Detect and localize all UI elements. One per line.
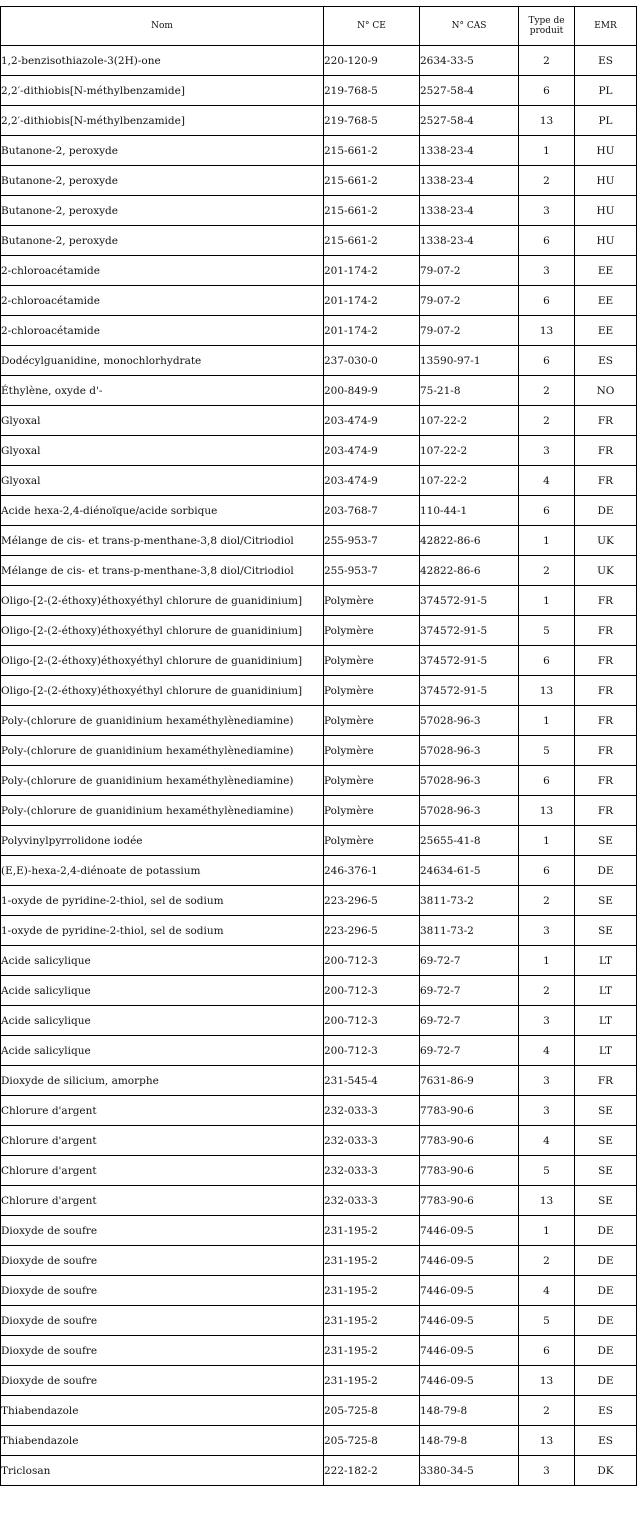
cell-ce: 231-195-2 — [324, 1306, 420, 1336]
cell-type-produit: 3 — [519, 916, 575, 946]
table-row — [1, 286, 637, 316]
cell-type-produit: 1 — [519, 526, 575, 556]
cell-emr: HU — [575, 166, 637, 196]
cell-type-produit: 2 — [519, 376, 575, 406]
cell-ce: 215-661-2 — [324, 226, 420, 256]
header-row — [1, 7, 637, 46]
cell-type-produit: 6 — [519, 226, 575, 256]
cell-emr: SE — [575, 886, 637, 916]
cell-type-produit: 4 — [519, 1036, 575, 1066]
table-row — [1, 1336, 637, 1366]
cell-nom: Poly-(chlorure de guanidinium hexaméthylènediamine) — [1, 736, 324, 766]
table-row — [1, 946, 637, 976]
cell-type-produit: 3 — [519, 256, 575, 286]
cell-ce: 203-474-9 — [324, 436, 420, 466]
table-row — [1, 976, 637, 1006]
table-row — [1, 856, 637, 886]
cell-cas: 79-07-2 — [420, 316, 519, 346]
cell-ce: 215-661-2 — [324, 196, 420, 226]
cell-emr: SE — [575, 1186, 637, 1216]
cell-type-produit: 3 — [519, 1096, 575, 1126]
cell-cas: 107-22-2 — [420, 466, 519, 496]
cell-ce: 205-725-8 — [324, 1426, 420, 1456]
cell-nom: Acide salicylique — [1, 1036, 324, 1066]
cell-emr: SE — [575, 916, 637, 946]
substances-table — [0, 6, 637, 1486]
cell-nom: 2,2′-dithiobis[N-méthylbenzamide] — [1, 106, 324, 136]
cell-type-produit: 13 — [519, 316, 575, 346]
cell-emr: UK — [575, 526, 637, 556]
cell-ce: 232-033-3 — [324, 1156, 420, 1186]
cell-ce: 231-545-4 — [324, 1066, 420, 1096]
cell-ce: 205-725-8 — [324, 1396, 420, 1426]
cell-cas: 7783-90-6 — [420, 1126, 519, 1156]
cell-nom: Chlorure d'argent — [1, 1186, 324, 1216]
cell-nom: Acide salicylique — [1, 946, 324, 976]
cell-emr: FR — [575, 706, 637, 736]
table-row — [1, 406, 637, 436]
cell-cas: 2527-58-4 — [420, 106, 519, 136]
cell-nom: Chlorure d'argent — [1, 1156, 324, 1186]
cell-nom: Dioxyde de soufre — [1, 1276, 324, 1306]
cell-nom: Dioxyde de soufre — [1, 1336, 324, 1366]
cell-type-produit: 13 — [519, 1426, 575, 1456]
cell-type-produit: 5 — [519, 1306, 575, 1336]
table-row — [1, 196, 637, 226]
cell-ce: 231-195-2 — [324, 1246, 420, 1276]
cell-cas: 69-72-7 — [420, 1036, 519, 1066]
cell-nom: Mélange de cis- et trans-p-menthane-3,8 diol/Citriodiol — [1, 556, 324, 586]
cell-cas: 57028-96-3 — [420, 796, 519, 826]
cell-emr: EE — [575, 286, 637, 316]
cell-nom: Dioxyde de soufre — [1, 1306, 324, 1336]
cell-type-produit: 2 — [519, 406, 575, 436]
table-row — [1, 1276, 637, 1306]
cell-cas: 7631-86-9 — [420, 1066, 519, 1096]
cell-ce: 231-195-2 — [324, 1216, 420, 1246]
cell-type-produit: 2 — [519, 976, 575, 1006]
table-row — [1, 916, 637, 946]
cell-type-produit: 1 — [519, 826, 575, 856]
cell-emr: FR — [575, 1066, 637, 1096]
cell-ce: 203-474-9 — [324, 466, 420, 496]
cell-emr: FR — [575, 406, 637, 436]
cell-ce: 215-661-2 — [324, 136, 420, 166]
cell-emr: EE — [575, 316, 637, 346]
cell-cas: 7446-09-5 — [420, 1216, 519, 1246]
cell-emr: SE — [575, 1156, 637, 1186]
table-row — [1, 316, 637, 346]
cell-ce: 237-030-0 — [324, 346, 420, 376]
cell-cas: 2527-58-4 — [420, 76, 519, 106]
cell-type-produit: 5 — [519, 616, 575, 646]
table-row — [1, 646, 637, 676]
table-row — [1, 496, 637, 526]
cell-cas: 57028-96-3 — [420, 766, 519, 796]
cell-cas: 7446-09-5 — [420, 1336, 519, 1366]
cell-nom: Glyoxal — [1, 436, 324, 466]
cell-type-produit: 4 — [519, 1276, 575, 1306]
cell-emr: HU — [575, 226, 637, 256]
table-row — [1, 796, 637, 826]
cell-nom: Triclosan — [1, 1456, 324, 1486]
cell-emr: PL — [575, 76, 637, 106]
cell-nom: Butanone-2, peroxyde — [1, 226, 324, 256]
cell-cas: 69-72-7 — [420, 976, 519, 1006]
cell-nom: Oligo-[2-(2-éthoxy)éthoxyéthyl chlorure de guanidinium] — [1, 646, 324, 676]
table-row — [1, 1366, 637, 1396]
cell-nom: Éthylène, oxyde d'- — [1, 376, 324, 406]
cell-cas: 374572-91-5 — [420, 676, 519, 706]
cell-nom: Mélange de cis- et trans-p-menthane-3,8 diol/Citriodiol — [1, 526, 324, 556]
cell-type-produit: 4 — [519, 1126, 575, 1156]
cell-nom: Butanone-2, peroxyde — [1, 166, 324, 196]
table-row — [1, 346, 637, 376]
cell-type-produit: 5 — [519, 736, 575, 766]
cell-nom: Acide hexa-2,4-diénoïque/acide sorbique — [1, 496, 324, 526]
cell-type-produit: 1 — [519, 706, 575, 736]
header-ce: N° CE — [324, 7, 420, 46]
cell-type-produit: 1 — [519, 586, 575, 616]
cell-nom: Oligo-[2-(2-éthoxy)éthoxyéthyl chlorure de guanidinium] — [1, 586, 324, 616]
cell-type-produit: 3 — [519, 196, 575, 226]
table-body — [1, 46, 637, 1486]
cell-ce: 232-033-3 — [324, 1096, 420, 1126]
cell-type-produit: 1 — [519, 136, 575, 166]
cell-cas: 148-79-8 — [420, 1396, 519, 1426]
cell-cas: 374572-91-5 — [420, 586, 519, 616]
table-row — [1, 1006, 637, 1036]
cell-nom: Acide salicylique — [1, 976, 324, 1006]
table-row — [1, 376, 637, 406]
cell-type-produit: 6 — [519, 346, 575, 376]
cell-nom: Dioxyde de silicium, amorphe — [1, 1066, 324, 1096]
cell-nom: Glyoxal — [1, 466, 324, 496]
cell-cas: 7783-90-6 — [420, 1156, 519, 1186]
cell-emr: ES — [575, 1396, 637, 1426]
cell-type-produit: 2 — [519, 1246, 575, 1276]
cell-emr: FR — [575, 766, 637, 796]
cell-ce: 215-661-2 — [324, 166, 420, 196]
cell-ce: 219-768-5 — [324, 106, 420, 136]
cell-emr: DE — [575, 1306, 637, 1336]
cell-emr: DE — [575, 1336, 637, 1366]
cell-nom: 1,2-benzisothiazole-3(2H)-one — [1, 46, 324, 76]
table-row — [1, 226, 637, 256]
cell-ce: 231-195-2 — [324, 1366, 420, 1396]
cell-cas: 69-72-7 — [420, 1006, 519, 1036]
table-row — [1, 436, 637, 466]
cell-nom: Thiabendazole — [1, 1396, 324, 1426]
cell-ce: Polymère — [324, 706, 420, 736]
table-row — [1, 136, 637, 166]
cell-cas: 148-79-8 — [420, 1426, 519, 1456]
cell-type-produit: 13 — [519, 796, 575, 826]
cell-type-produit: 2 — [519, 886, 575, 916]
table-header — [1, 7, 637, 46]
cell-cas: 7783-90-6 — [420, 1186, 519, 1216]
cell-cas: 7446-09-5 — [420, 1246, 519, 1276]
cell-ce: 255-953-7 — [324, 526, 420, 556]
cell-nom: Thiabendazole — [1, 1426, 324, 1456]
table-row — [1, 526, 637, 556]
cell-ce: 223-296-5 — [324, 886, 420, 916]
table-row — [1, 1156, 637, 1186]
cell-ce: 200-712-3 — [324, 976, 420, 1006]
table-row — [1, 76, 637, 106]
cell-cas: 3380-34-5 — [420, 1456, 519, 1486]
cell-emr: ES — [575, 1426, 637, 1456]
cell-cas: 3811-73-2 — [420, 886, 519, 916]
table-row — [1, 676, 637, 706]
cell-emr: PL — [575, 106, 637, 136]
cell-nom: 2-chloroacétamide — [1, 256, 324, 286]
cell-ce: 203-768-7 — [324, 496, 420, 526]
cell-nom: 2,2′-dithiobis[N-méthylbenzamide] — [1, 76, 324, 106]
cell-nom: Butanone-2, peroxyde — [1, 136, 324, 166]
cell-cas: 1338-23-4 — [420, 166, 519, 196]
table-row — [1, 826, 637, 856]
cell-cas: 42822-86-6 — [420, 526, 519, 556]
cell-emr: DE — [575, 1216, 637, 1246]
cell-emr: LT — [575, 946, 637, 976]
header-nom: Nom — [1, 7, 324, 46]
cell-emr: LT — [575, 1036, 637, 1066]
cell-type-produit: 13 — [519, 1186, 575, 1216]
cell-ce: 200-712-3 — [324, 946, 420, 976]
cell-ce: Polymère — [324, 826, 420, 856]
cell-type-produit: 6 — [519, 286, 575, 316]
table-row — [1, 616, 637, 646]
cell-nom: Chlorure d'argent — [1, 1126, 324, 1156]
cell-emr: FR — [575, 676, 637, 706]
table-row — [1, 556, 637, 586]
table-row — [1, 256, 637, 286]
cell-nom: 1-oxyde de pyridine-2-thiol, sel de sodium — [1, 916, 324, 946]
cell-ce: Polymère — [324, 796, 420, 826]
cell-type-produit: 6 — [519, 646, 575, 676]
cell-emr: FR — [575, 466, 637, 496]
cell-emr: DE — [575, 1246, 637, 1276]
header-type-line1: Type de — [528, 16, 565, 26]
cell-nom: Dodécylguanidine, monochlorhydrate — [1, 346, 324, 376]
cell-cas: 79-07-2 — [420, 286, 519, 316]
cell-type-produit: 4 — [519, 466, 575, 496]
cell-ce: 200-849-9 — [324, 376, 420, 406]
cell-cas: 79-07-2 — [420, 256, 519, 286]
cell-cas: 42822-86-6 — [420, 556, 519, 586]
cell-cas: 7446-09-5 — [420, 1366, 519, 1396]
cell-ce: 246-376-1 — [324, 856, 420, 886]
cell-cas: 24634-61-5 — [420, 856, 519, 886]
cell-nom: 2-chloroacétamide — [1, 316, 324, 346]
table-row — [1, 166, 637, 196]
cell-emr: DE — [575, 496, 637, 526]
cell-emr: DE — [575, 1276, 637, 1306]
cell-emr: DE — [575, 1366, 637, 1396]
cell-type-produit: 2 — [519, 1396, 575, 1426]
cell-type-produit: 3 — [519, 1066, 575, 1096]
cell-cas: 69-72-7 — [420, 946, 519, 976]
cell-nom: Oligo-[2-(2-éthoxy)éthoxyéthyl chlorure de guanidinium] — [1, 676, 324, 706]
table-row — [1, 1066, 637, 1096]
cell-ce: 255-953-7 — [324, 556, 420, 586]
cell-cas: 1338-23-4 — [420, 196, 519, 226]
cell-type-produit: 13 — [519, 676, 575, 706]
cell-type-produit: 13 — [519, 106, 575, 136]
cell-cas: 107-22-2 — [420, 436, 519, 466]
cell-type-produit: 2 — [519, 46, 575, 76]
cell-cas: 57028-96-3 — [420, 706, 519, 736]
cell-ce: 201-174-2 — [324, 316, 420, 346]
cell-nom: Chlorure d'argent — [1, 1096, 324, 1126]
cell-ce: 203-474-9 — [324, 406, 420, 436]
cell-emr: ES — [575, 346, 637, 376]
cell-emr: ES — [575, 46, 637, 76]
cell-emr: DE — [575, 856, 637, 886]
table-row — [1, 706, 637, 736]
cell-nom: Glyoxal — [1, 406, 324, 436]
table-row — [1, 1096, 637, 1126]
cell-ce: 219-768-5 — [324, 76, 420, 106]
table-row — [1, 1396, 637, 1426]
cell-emr: SE — [575, 1096, 637, 1126]
cell-nom: Oligo-[2-(2-éthoxy)éthoxyéthyl chlorure de guanidinium] — [1, 616, 324, 646]
cell-emr: FR — [575, 436, 637, 466]
cell-emr: FR — [575, 736, 637, 766]
cell-cas: 3811-73-2 — [420, 916, 519, 946]
cell-type-produit: 6 — [519, 76, 575, 106]
cell-emr: HU — [575, 196, 637, 226]
header-type-produit — [519, 7, 575, 46]
cell-cas: 1338-23-4 — [420, 226, 519, 256]
cell-type-produit: 5 — [519, 1156, 575, 1186]
cell-cas: 75-21-8 — [420, 376, 519, 406]
cell-cas: 1338-23-4 — [420, 136, 519, 166]
cell-emr: HU — [575, 136, 637, 166]
cell-ce: Polymère — [324, 736, 420, 766]
cell-nom: Poly-(chlorure de guanidinium hexaméthylènediamine) — [1, 706, 324, 736]
cell-ce: 201-174-2 — [324, 256, 420, 286]
cell-cas: 107-22-2 — [420, 406, 519, 436]
cell-ce: Polymère — [324, 766, 420, 796]
cell-cas: 374572-91-5 — [420, 616, 519, 646]
cell-nom: Dioxyde de soufre — [1, 1366, 324, 1396]
table-row — [1, 1126, 637, 1156]
cell-type-produit: 1 — [519, 946, 575, 976]
cell-ce: 220-120-9 — [324, 46, 420, 76]
cell-emr: FR — [575, 586, 637, 616]
cell-type-produit: 2 — [519, 166, 575, 196]
cell-type-produit: 3 — [519, 1006, 575, 1036]
header-cas: N° CAS — [420, 7, 519, 46]
table-row — [1, 1036, 637, 1066]
cell-emr: EE — [575, 256, 637, 286]
cell-type-produit: 2 — [519, 556, 575, 586]
table-row — [1, 586, 637, 616]
table-row — [1, 1186, 637, 1216]
table-row — [1, 466, 637, 496]
cell-emr: FR — [575, 796, 637, 826]
cell-ce: 232-033-3 — [324, 1186, 420, 1216]
cell-nom: Dioxyde de soufre — [1, 1216, 324, 1246]
cell-emr: FR — [575, 646, 637, 676]
cell-nom: 1-oxyde de pyridine-2-thiol, sel de sodium — [1, 886, 324, 916]
table-row — [1, 1246, 637, 1276]
cell-cas: 25655-41-8 — [420, 826, 519, 856]
cell-ce: Polymère — [324, 676, 420, 706]
table-row — [1, 1216, 637, 1246]
cell-cas: 2634-33-5 — [420, 46, 519, 76]
cell-ce: Polymère — [324, 586, 420, 616]
table-row — [1, 46, 637, 76]
table-row — [1, 886, 637, 916]
cell-nom: Poly-(chlorure de guanidinium hexaméthylènediamine) — [1, 796, 324, 826]
cell-emr: SE — [575, 826, 637, 856]
cell-type-produit: 6 — [519, 1336, 575, 1366]
cell-emr: NO — [575, 376, 637, 406]
cell-emr: FR — [575, 616, 637, 646]
table-row — [1, 1456, 637, 1486]
cell-ce: 200-712-3 — [324, 1006, 420, 1036]
header-type-line2: produit — [529, 26, 564, 36]
cell-ce: 200-712-3 — [324, 1036, 420, 1066]
cell-nom: Poly-(chlorure de guanidinium hexaméthylènediamine) — [1, 766, 324, 796]
cell-nom: Butanone-2, peroxyde — [1, 196, 324, 226]
cell-type-produit: 6 — [519, 496, 575, 526]
cell-cas: 110-44-1 — [420, 496, 519, 526]
cell-ce: Polymère — [324, 646, 420, 676]
cell-type-produit: 6 — [519, 766, 575, 796]
cell-cas: 7446-09-5 — [420, 1276, 519, 1306]
cell-nom: Acide salicylique — [1, 1006, 324, 1036]
cell-type-produit: 3 — [519, 1456, 575, 1486]
cell-cas: 7446-09-5 — [420, 1306, 519, 1336]
cell-emr: UK — [575, 556, 637, 586]
cell-ce: 231-195-2 — [324, 1336, 420, 1366]
cell-nom: Dioxyde de soufre — [1, 1246, 324, 1276]
table-row — [1, 106, 637, 136]
cell-cas: 374572-91-5 — [420, 646, 519, 676]
cell-emr: LT — [575, 1006, 637, 1036]
cell-emr: DK — [575, 1456, 637, 1486]
cell-type-produit: 13 — [519, 1366, 575, 1396]
table-row — [1, 1426, 637, 1456]
header-emr: EMR — [575, 7, 637, 46]
cell-cas: 57028-96-3 — [420, 736, 519, 766]
cell-ce: 201-174-2 — [324, 286, 420, 316]
cell-nom: Polyvinylpyrrolidone iodée — [1, 826, 324, 856]
cell-nom: (E,E)-hexa-2,4-diénoate de potassium — [1, 856, 324, 886]
cell-ce: 222-182-2 — [324, 1456, 420, 1486]
table-row — [1, 1306, 637, 1336]
cell-type-produit: 6 — [519, 856, 575, 886]
cell-cas: 7783-90-6 — [420, 1096, 519, 1126]
table-row — [1, 766, 637, 796]
cell-emr: LT — [575, 976, 637, 1006]
cell-emr: SE — [575, 1126, 637, 1156]
cell-ce: 223-296-5 — [324, 916, 420, 946]
cell-nom: 2-chloroacétamide — [1, 286, 324, 316]
table-row — [1, 736, 637, 766]
cell-ce: 231-195-2 — [324, 1276, 420, 1306]
cell-ce: Polymère — [324, 616, 420, 646]
cell-type-produit: 1 — [519, 1216, 575, 1246]
cell-ce: 232-033-3 — [324, 1126, 420, 1156]
cell-cas: 13590-97-1 — [420, 346, 519, 376]
cell-type-produit: 3 — [519, 436, 575, 466]
